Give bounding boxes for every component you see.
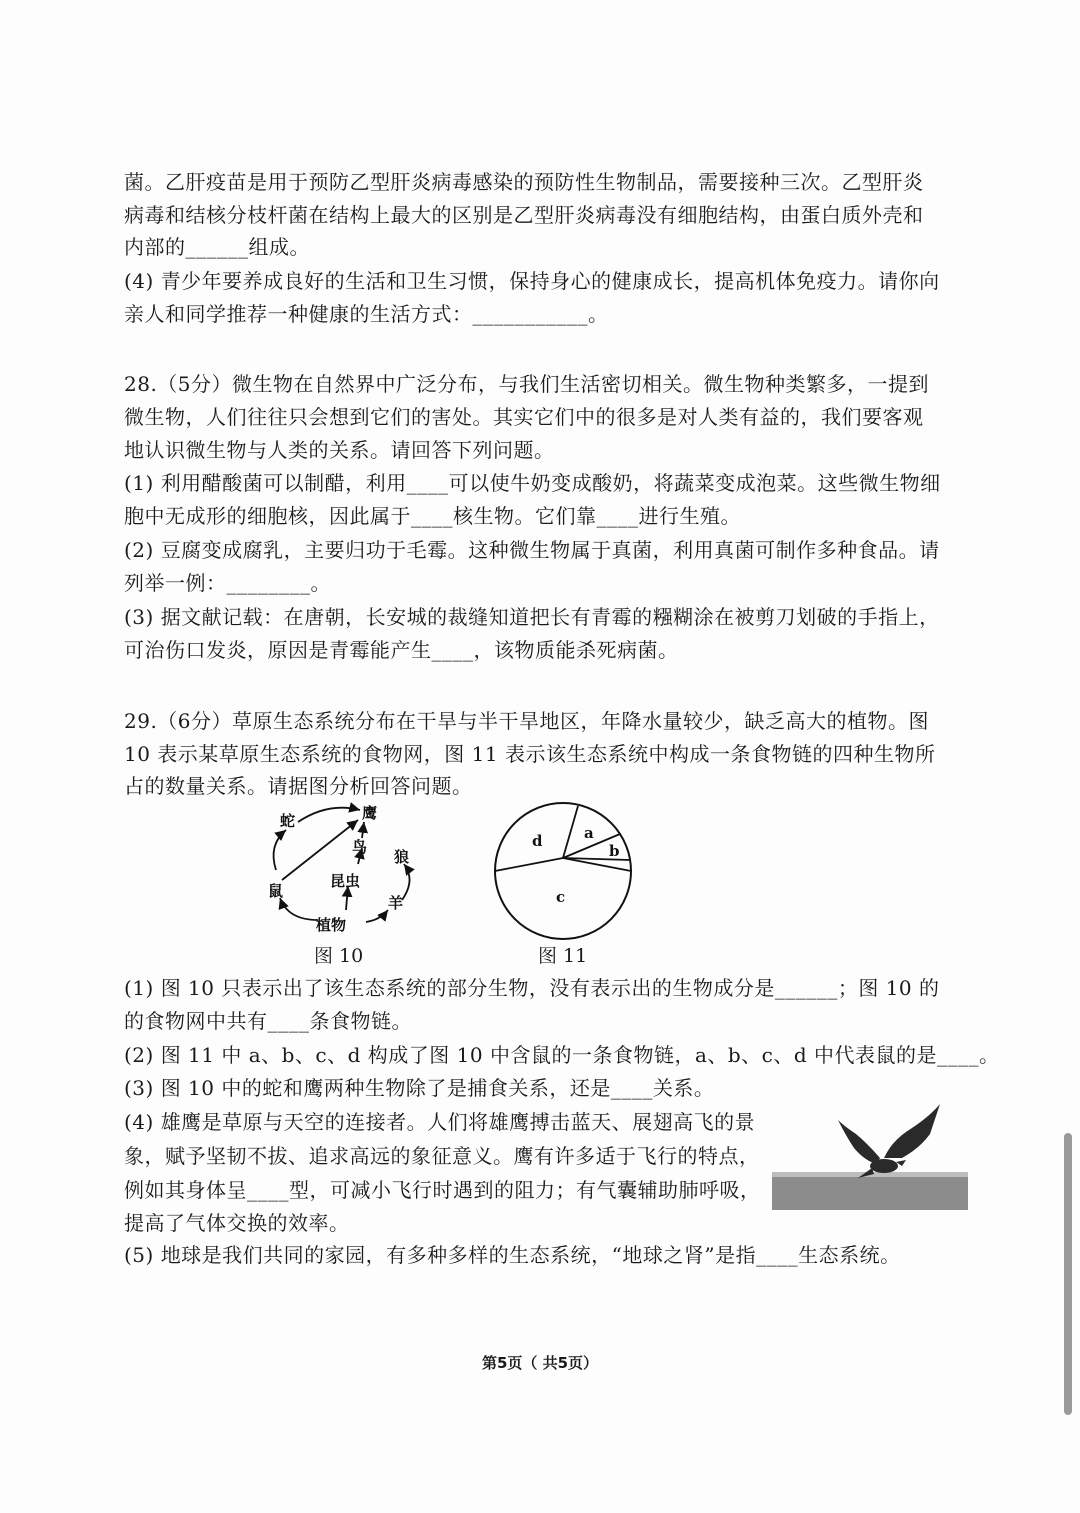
q28-sub2-line-1: (2) 豆腐变成腐乳，主要归功于毛霉。这种微生物属于真菌，利用真菌可制作多种食品。请: [124, 538, 940, 562]
slice-label-b: b: [609, 842, 620, 860]
node-sheep: 羊: [388, 894, 404, 912]
q29-sub3-line-1: (3) 图 10 中的蛇和鹰两种生物除了是捕食关系，还是____关系。: [124, 1076, 715, 1100]
node-mouse: 鼠: [268, 882, 284, 900]
q29-sub5-line-1: (5) 地球是我们共同的家园，有多种多样的生态系统，“地球之肾”是指____生态系统。: [124, 1243, 901, 1267]
figure-10-caption: 图 10: [314, 945, 364, 967]
q27-sub4-line-1: (4) 青少年要养成良好的生活和卫生习惯，保持身心的健康成长，提高机体免疫力。请你向: [124, 269, 940, 293]
q29-sub4-line-4: 提高了气体交换的效率。: [124, 1211, 350, 1235]
node-wolf: 狼: [394, 848, 410, 866]
node-snake: 蛇: [280, 812, 296, 830]
q29-sub1-line-2: 的食物网中共有____条食物链。: [124, 1009, 412, 1033]
node-eagle: 鹰: [362, 804, 378, 822]
q29-intro-line-1: 29.（6分）草原生态系统分布在干旱与半干旱地区，年降水量较少，缺乏高大的植物。图: [124, 709, 930, 733]
q29-sub4-line-2: 象，赋予坚韧不拔、追求高远的象征意义。鹰有许多适于飞行的特点，: [124, 1144, 760, 1168]
eagle-illustration: [772, 1100, 968, 1212]
q27-text-line-3: 内部的______组成。: [124, 235, 310, 259]
q29-intro-line-2: 10 表示某草原生态系统的食物网，图 11 表示该生态系统中构成一条食物链的四种生物所: [124, 742, 936, 766]
q27-text-line-2: 病毒和结核分枝杆菌在结构上最大的区别是乙型肝炎病毒没有细胞结构，由蛋白质外壳和: [124, 203, 924, 227]
q28-sub1-line-1: (1) 利用醋酸菌可以制醋，利用____可以使牛奶变成酸奶，将蔬菜变成泡菜。这些微生物细: [124, 471, 941, 495]
slice-label-a: a: [584, 824, 594, 842]
q29-sub4-line-3: 例如其身体呈____型，可减小飞行时遇到的阻力；有气囊辅助肺呼吸，: [124, 1178, 761, 1202]
q28-intro-line-2: 微生物，人们往往只会想到它们的害处。其实它们中的很多是对人类有益的，我们要客观: [124, 405, 924, 429]
q29-intro-line-3: 占的数量关系。请据图分析回答问题。: [124, 774, 473, 798]
q27-sub4-line-2: 亲人和同学推荐一种健康的生活方式：___________。: [124, 302, 609, 326]
figure-11-caption: 图 11: [538, 945, 588, 967]
q28-intro-line-1: 28.（5分）微生物在自然界中广泛分布，与我们生活密切相关。微生物种类繁多，一提到: [124, 372, 930, 396]
node-insect: 昆虫: [330, 872, 361, 890]
q29-sub2-line-1: (2) 图 11 中 a、b、c、d 构成了图 10 中含鼠的一条食物链，a、b、c、d 中代表鼠的是____。: [124, 1043, 1000, 1067]
q28-sub3-line-2: 可治伤口发炎，原因是青霉能产生____，该物质能杀死病菌。: [124, 638, 679, 662]
figure-10-food-web: [258, 800, 418, 942]
q27-text-line-1: 菌。乙肝疫苗是用于预防乙型肝炎病毒感染的预防性生物制品，需要接种三次。乙型肝炎: [124, 170, 924, 194]
q29-sub4-line-1: (4) 雄鹰是草原与天空的连接者。人们将雄鹰搏击蓝天、展翅高飞的景: [124, 1110, 756, 1134]
q28-sub1-line-2: 胞中无成形的细胞核，因此属于____核生物。它们靠____进行生殖。: [124, 504, 741, 528]
q29-sub1-line-1: (1) 图 10 只表示出了该生态系统的部分生物，没有表示出的生物成分是______；图 10 的: [124, 976, 940, 1000]
scrollbar-thumb[interactable]: [1064, 1133, 1072, 1415]
q28-sub3-line-1: (3) 据文献记载：在唐朝，长安城的裁缝知道把长有青霉的糨糊涂在被剪刀划破的手指上，: [124, 605, 940, 629]
q28-sub2-line-2: 列举一例：________。: [124, 571, 331, 595]
node-bird: 鸟: [352, 838, 368, 856]
slice-label-c: c: [556, 888, 566, 906]
slice-label-d: d: [532, 832, 543, 850]
node-plant: 植物: [316, 916, 347, 934]
page-footer: 第5页（ 共5页）: [481, 1354, 599, 1372]
figure-11-pie: [490, 798, 636, 944]
q28-intro-line-3: 地认识微生物与人类的关系。请回答下列问题。: [124, 438, 555, 462]
